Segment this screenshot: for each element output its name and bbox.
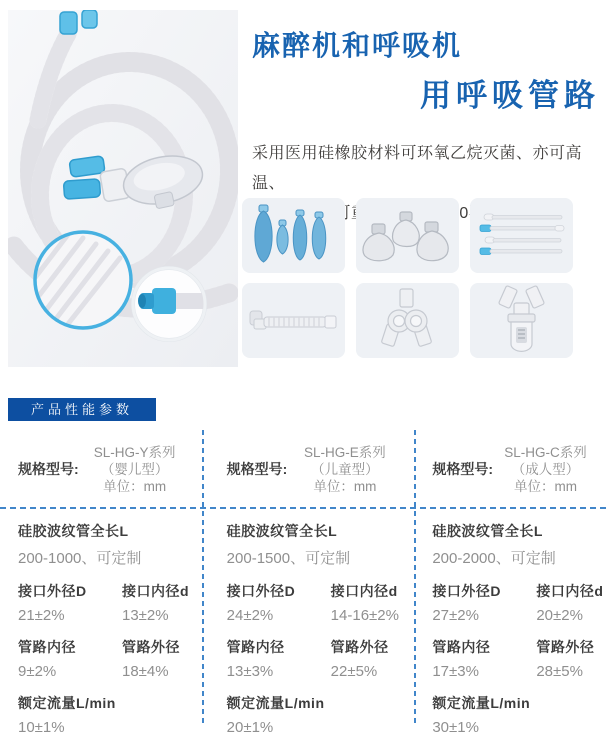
water-trap-icon xyxy=(470,283,573,358)
column-divider-dashed xyxy=(414,430,416,723)
spec-body-infant xyxy=(0,508,203,736)
port-inner-label: 接口内径d xyxy=(330,583,398,599)
spec-table xyxy=(0,430,610,736)
y-connectors-icon xyxy=(356,283,459,358)
port-outer-value: 24±2% xyxy=(226,607,274,624)
product-thumb-suction-tubes xyxy=(470,198,573,273)
spec-column-child xyxy=(203,430,415,736)
tube-outer-value: 22±5% xyxy=(330,663,378,680)
tube-outer-label: 管路外径 xyxy=(122,639,180,655)
tube-outer-value: 28±5% xyxy=(536,663,583,680)
length-label: 硅胶波纹管全长L xyxy=(432,523,543,539)
section-title-bar: 产品性能参数 xyxy=(8,398,156,421)
spec-row-ports xyxy=(227,581,411,624)
spec-row-tube-diameters xyxy=(432,637,606,680)
breathing-circuit-photo-image xyxy=(8,10,238,367)
spec-variant: （成人型） xyxy=(511,461,580,477)
flow-label: 额定流量L/min xyxy=(432,695,531,711)
length-label: 硅胶波纹管全长L xyxy=(226,523,338,539)
flow-label: 额定流量L/min xyxy=(226,695,325,711)
spec-unit: 单位：mm xyxy=(514,478,577,494)
spec-model-value xyxy=(493,444,598,495)
spec-header-infant xyxy=(0,430,203,508)
port-outer-label: 接口外径D xyxy=(432,583,501,599)
tube-outer-label: 管路外径 xyxy=(330,639,389,655)
flow-value: 30±1% xyxy=(432,719,479,736)
flow-value: 20±1% xyxy=(226,719,274,736)
port-inner-value: 20±2% xyxy=(536,607,583,624)
spec-row-tube-diameters xyxy=(227,637,411,680)
product-thumb-anesthesia-masks xyxy=(356,198,459,273)
page-title-line2: 用呼吸管路 xyxy=(420,78,600,113)
page-title-line1: 麻醉机和呼吸机 xyxy=(252,30,463,61)
spec-row-length xyxy=(18,521,199,568)
spec-model-value xyxy=(287,444,402,495)
spec-row-length xyxy=(227,521,411,568)
spec-model-label: 规格型号: xyxy=(432,461,493,477)
length-value: 200-1000、可定制 xyxy=(18,550,142,567)
elbow-tube-icon xyxy=(242,283,345,358)
spec-row-flow xyxy=(18,693,199,736)
spec-model-value xyxy=(79,444,191,495)
description-line1: 采用医用硅橡胶材料可环氧乙烷灭菌、亦可高温、 xyxy=(252,145,583,192)
product-thumb-breathing-bags xyxy=(242,198,345,273)
spec-column-adult xyxy=(414,430,610,736)
product-thumb-water-trap xyxy=(470,283,573,358)
spec-column-infant xyxy=(0,430,203,736)
spec-row-ports xyxy=(18,581,199,624)
flow-label: 额定流量L/min xyxy=(18,695,116,711)
product-thumb-elbow-tube xyxy=(242,283,345,358)
port-inner-label: 接口内径d xyxy=(122,583,190,599)
spec-header-child xyxy=(203,430,415,508)
port-outer-value: 27±2% xyxy=(432,607,479,624)
tube-inner-label: 管路内径 xyxy=(18,639,76,655)
spec-unit: 单位：mm xyxy=(103,478,167,494)
spec-unit: 单位：mm xyxy=(313,478,377,494)
breathing-bags-icon xyxy=(242,198,345,273)
breathing-circuit-photo xyxy=(8,10,238,367)
spec-body-child xyxy=(203,508,415,736)
spec-model-label: 规格型号: xyxy=(226,461,288,477)
header-divider-dashed xyxy=(0,507,610,509)
tube-outer-label: 管路外径 xyxy=(536,639,595,655)
port-inner-value: 13±2% xyxy=(122,607,169,624)
spec-row-ports xyxy=(432,581,606,624)
tube-inner-label: 管路内径 xyxy=(226,639,285,655)
anesthesia-masks-icon xyxy=(356,198,459,273)
suction-tubes-icon xyxy=(470,198,573,273)
port-outer-value: 21±2% xyxy=(18,607,65,624)
port-outer-label: 接口外径D xyxy=(18,583,87,599)
tube-outer-value: 18±4% xyxy=(122,663,169,680)
tube-inner-value: 17±3% xyxy=(432,663,479,680)
length-value: 200-2000、可定制 xyxy=(432,550,556,567)
product-thumbnails xyxy=(242,198,574,358)
spec-variant: （婴儿型） xyxy=(100,461,169,477)
tube-inner-label: 管路内径 xyxy=(432,639,491,655)
port-inner-value: 14-16±2% xyxy=(330,607,399,624)
spec-body-adult xyxy=(414,508,610,736)
spec-row-flow xyxy=(227,693,411,736)
product-thumb-y-connectors xyxy=(356,283,459,358)
spec-variant: （儿童型） xyxy=(311,461,379,477)
tube-inner-value: 9±2% xyxy=(18,663,57,680)
column-divider-dashed xyxy=(202,430,204,723)
spec-row-length xyxy=(432,521,606,568)
length-value: 200-1500、可定制 xyxy=(226,550,351,567)
tube-inner-value: 13±3% xyxy=(226,663,274,680)
spec-model-label: 规格型号: xyxy=(18,461,79,477)
spec-series: SL-HG-E系列 xyxy=(303,444,386,460)
port-inner-label: 接口内径d xyxy=(536,583,604,599)
port-outer-label: 接口外径D xyxy=(226,583,296,599)
spec-row-flow xyxy=(432,693,606,736)
spec-header-adult xyxy=(414,430,610,508)
spec-series: SL-HG-Y系列 xyxy=(93,444,176,460)
length-label: 硅胶波纹管全长L xyxy=(18,523,129,539)
flow-value: 10±1% xyxy=(18,719,65,736)
spec-series: SL-HG-C系列 xyxy=(504,444,587,460)
spec-row-tube-diameters xyxy=(18,637,199,680)
